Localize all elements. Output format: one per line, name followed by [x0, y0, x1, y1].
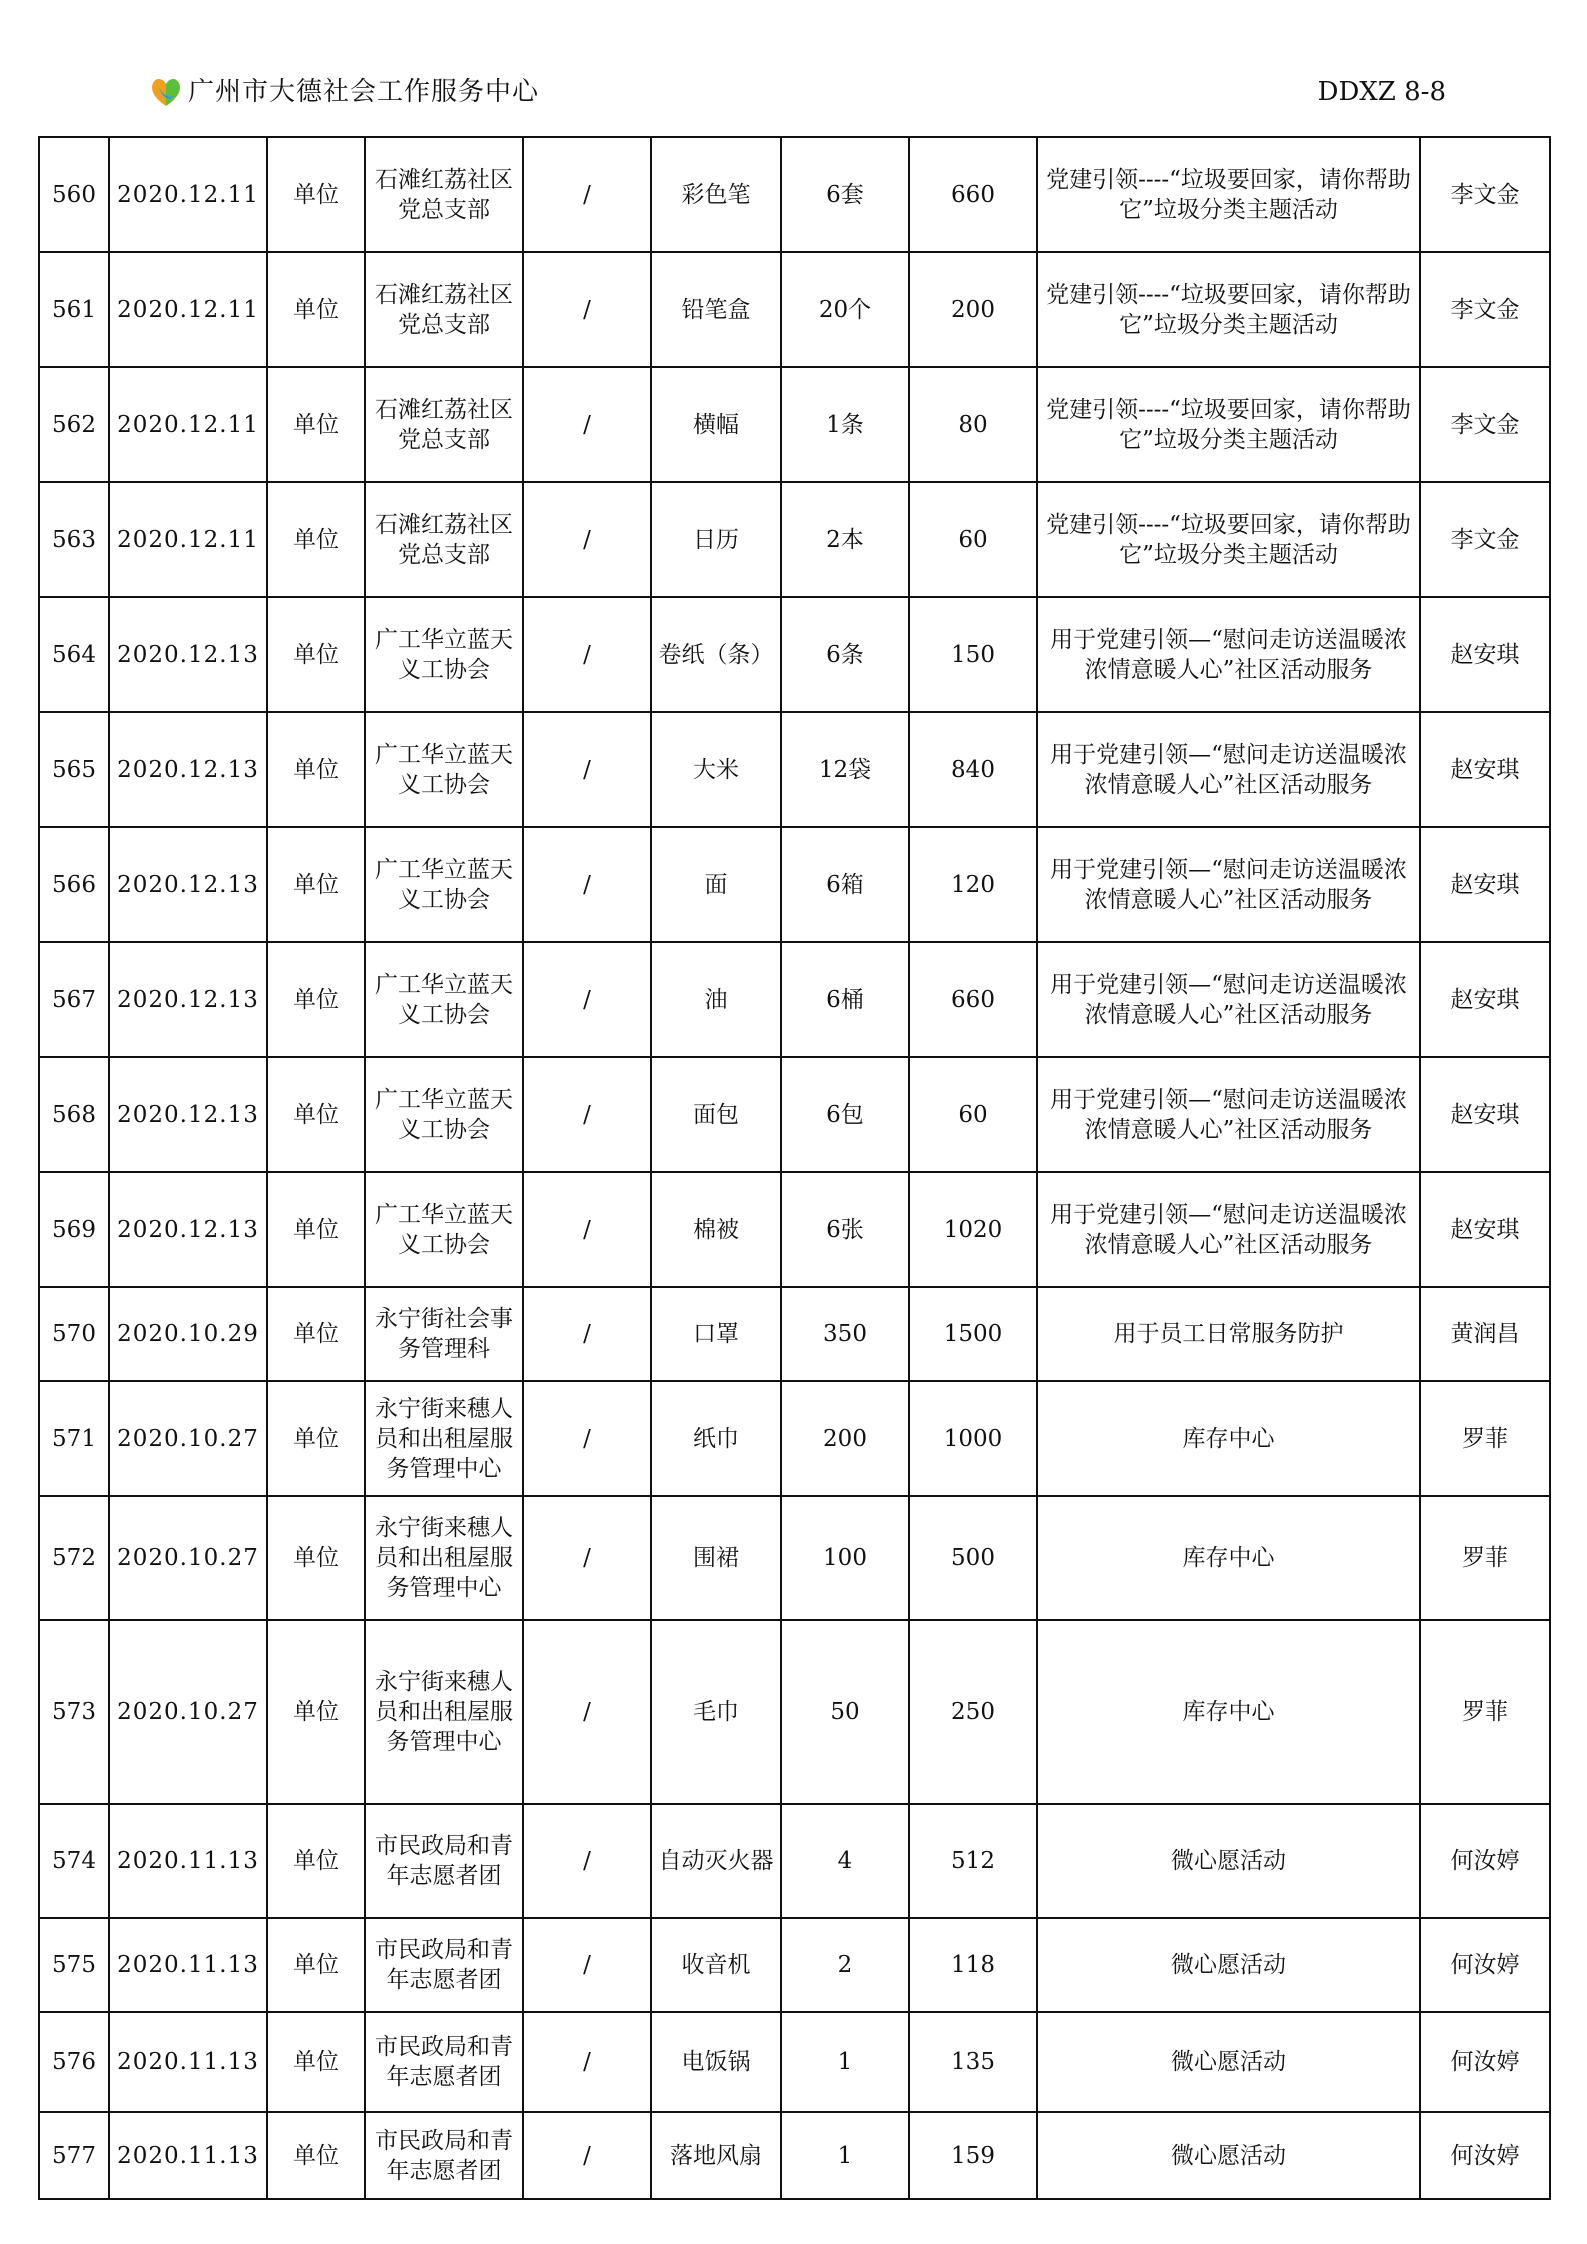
- handler-name: 何汝婷: [1420, 2112, 1550, 2199]
- row-number: 563: [39, 482, 109, 597]
- item-quantity: 1: [781, 2012, 909, 2112]
- blank-mark: /: [523, 597, 651, 712]
- row-number: 564: [39, 597, 109, 712]
- item-purpose: 微心愿活动: [1037, 1918, 1420, 2012]
- handler-name: 何汝婷: [1420, 1918, 1550, 2012]
- item-purpose: 用于党建引领—“慰问走访送温暖浓浓情意暖人心”社区活动服务: [1037, 597, 1420, 712]
- row-number: 575: [39, 1918, 109, 2012]
- handler-name: 李文金: [1420, 137, 1550, 252]
- donation-date: 2020.12.13: [109, 1172, 267, 1287]
- table-row: [39, 2012, 1550, 2112]
- item-amount: 150: [909, 597, 1037, 712]
- table-row: [39, 367, 1550, 482]
- donor-name: 石滩红荔社区党总支部: [365, 137, 523, 252]
- item-name: 棉被: [651, 1172, 781, 1287]
- table-row: [39, 1287, 1550, 1381]
- blank-mark: /: [523, 1172, 651, 1287]
- donation-date: 2020.12.13: [109, 1057, 267, 1172]
- donor-name: 石滩红荔社区党总支部: [365, 367, 523, 482]
- item-purpose: 用于党建引领—“慰问走访送温暖浓浓情意暖人心”社区活动服务: [1037, 1057, 1420, 1172]
- blank-mark: /: [523, 1287, 651, 1381]
- row-number: 572: [39, 1496, 109, 1620]
- item-name: 油: [651, 942, 781, 1057]
- item-name: 纸巾: [651, 1381, 781, 1496]
- row-number: 576: [39, 2012, 109, 2112]
- donor-type: 单位: [267, 2012, 365, 2112]
- item-amount: 500: [909, 1496, 1037, 1620]
- document-code: DDXZ 8-8: [1317, 77, 1446, 107]
- donor-type: 单位: [267, 942, 365, 1057]
- row-number: 562: [39, 367, 109, 482]
- blank-mark: /: [523, 1804, 651, 1918]
- table-row: [39, 827, 1550, 942]
- item-quantity: 1条: [781, 367, 909, 482]
- handler-name: 何汝婷: [1420, 2012, 1550, 2112]
- donor-type: 单位: [267, 1381, 365, 1496]
- table-row: [39, 482, 1550, 597]
- handler-name: 罗菲: [1420, 1496, 1550, 1620]
- item-quantity: 20个: [781, 252, 909, 367]
- table-row: [39, 1172, 1550, 1287]
- donor-name: 市民政局和青年志愿者团: [365, 1918, 523, 2012]
- item-quantity: 200: [781, 1381, 909, 1496]
- item-quantity: 6包: [781, 1057, 909, 1172]
- item-amount: 80: [909, 367, 1037, 482]
- donation-date: 2020.12.11: [109, 367, 267, 482]
- row-number: 569: [39, 1172, 109, 1287]
- item-quantity: 6桶: [781, 942, 909, 1057]
- row-number: 571: [39, 1381, 109, 1496]
- handler-name: 赵安琪: [1420, 1172, 1550, 1287]
- donation-date: 2020.11.13: [109, 2112, 267, 2199]
- donor-name: 永宁街来穗人员和出租屋服务管理中心: [365, 1496, 523, 1620]
- donor-type: 单位: [267, 1287, 365, 1381]
- donor-type: 单位: [267, 482, 365, 597]
- donor-type: 单位: [267, 1804, 365, 1918]
- donor-type: 单位: [267, 1057, 365, 1172]
- item-quantity: 6张: [781, 1172, 909, 1287]
- item-amount: 250: [909, 1620, 1037, 1804]
- blank-mark: /: [523, 1057, 651, 1172]
- table-row: [39, 1381, 1550, 1496]
- donor-name: 石滩红荔社区党总支部: [365, 482, 523, 597]
- table-row: [39, 712, 1550, 827]
- heart-leaf-logo-icon: [148, 74, 184, 110]
- item-name: 口罩: [651, 1287, 781, 1381]
- item-purpose: 用于党建引领—“慰问走访送温暖浓浓情意暖人心”社区活动服务: [1037, 1172, 1420, 1287]
- donation-date: 2020.11.13: [109, 1918, 267, 2012]
- item-name: 卷纸（条）: [651, 597, 781, 712]
- table-row: [39, 2112, 1550, 2199]
- blank-mark: /: [523, 137, 651, 252]
- blank-mark: /: [523, 2012, 651, 2112]
- handler-name: 罗菲: [1420, 1620, 1550, 1804]
- table-row: [39, 1496, 1550, 1620]
- row-number: 573: [39, 1620, 109, 1804]
- item-amount: 840: [909, 712, 1037, 827]
- donation-date: 2020.12.11: [109, 252, 267, 367]
- item-name: 横幅: [651, 367, 781, 482]
- donor-type: 单位: [267, 712, 365, 827]
- item-quantity: 50: [781, 1620, 909, 1804]
- row-number: 574: [39, 1804, 109, 1918]
- item-purpose: 党建引领----“垃圾要回家，请你帮助它”垃圾分类主题活动: [1037, 482, 1420, 597]
- donor-name: 广工华立蓝天义工协会: [365, 712, 523, 827]
- table-row: [39, 942, 1550, 1057]
- item-quantity: 6箱: [781, 827, 909, 942]
- blank-mark: /: [523, 1381, 651, 1496]
- handler-name: 李文金: [1420, 367, 1550, 482]
- item-name: 彩色笔: [651, 137, 781, 252]
- item-quantity: 6条: [781, 597, 909, 712]
- blank-mark: /: [523, 252, 651, 367]
- donor-name: 广工华立蓝天义工协会: [365, 1057, 523, 1172]
- donor-name: 永宁街来穗人员和出租屋服务管理中心: [365, 1381, 523, 1496]
- blank-mark: /: [523, 2112, 651, 2199]
- row-number: 577: [39, 2112, 109, 2199]
- donation-date: 2020.10.29: [109, 1287, 267, 1381]
- donor-name: 广工华立蓝天义工协会: [365, 597, 523, 712]
- blank-mark: /: [523, 482, 651, 597]
- item-quantity: 2本: [781, 482, 909, 597]
- handler-name: 罗菲: [1420, 1381, 1550, 1496]
- donor-type: 单位: [267, 2112, 365, 2199]
- item-name: 收音机: [651, 1918, 781, 2012]
- item-purpose: 库存中心: [1037, 1496, 1420, 1620]
- table-row: [39, 1918, 1550, 2012]
- item-quantity: 100: [781, 1496, 909, 1620]
- donor-name: 广工华立蓝天义工协会: [365, 942, 523, 1057]
- item-amount: 159: [909, 2112, 1037, 2199]
- donor-name: 广工华立蓝天义工协会: [365, 1172, 523, 1287]
- donation-date: 2020.11.13: [109, 2012, 267, 2112]
- donor-type: 单位: [267, 252, 365, 367]
- table-row: [39, 137, 1550, 252]
- item-purpose: 微心愿活动: [1037, 1804, 1420, 1918]
- donation-date: 2020.10.27: [109, 1381, 267, 1496]
- item-purpose: 库存中心: [1037, 1620, 1420, 1804]
- table-row: [39, 1620, 1550, 1804]
- item-purpose: 党建引领----“垃圾要回家，请你帮助它”垃圾分类主题活动: [1037, 252, 1420, 367]
- item-quantity: 350: [781, 1287, 909, 1381]
- item-name: 面包: [651, 1057, 781, 1172]
- item-quantity: 2: [781, 1918, 909, 2012]
- donor-type: 单位: [267, 827, 365, 942]
- item-amount: 118: [909, 1918, 1037, 2012]
- item-quantity: 4: [781, 1804, 909, 1918]
- blank-mark: /: [523, 827, 651, 942]
- page-header: [148, 72, 1446, 112]
- item-name: 自动灭火器: [651, 1804, 781, 1918]
- donor-name: 永宁街来穗人员和出租屋服务管理中心: [365, 1620, 523, 1804]
- donor-type: 单位: [267, 1918, 365, 2012]
- item-purpose: 用于员工日常服务防护: [1037, 1287, 1420, 1381]
- donor-type: 单位: [267, 1496, 365, 1620]
- item-quantity: 6套: [781, 137, 909, 252]
- item-name: 铅笔盒: [651, 252, 781, 367]
- row-number: 567: [39, 942, 109, 1057]
- donation-date: 2020.11.13: [109, 1804, 267, 1918]
- blank-mark: /: [523, 367, 651, 482]
- blank-mark: /: [523, 1918, 651, 2012]
- item-amount: 1000: [909, 1381, 1037, 1496]
- item-amount: 660: [909, 942, 1037, 1057]
- handler-name: 何汝婷: [1420, 1804, 1550, 1918]
- item-amount: 60: [909, 1057, 1037, 1172]
- row-number: 561: [39, 252, 109, 367]
- table-row: [39, 1804, 1550, 1918]
- item-amount: 660: [909, 137, 1037, 252]
- donation-date: 2020.12.13: [109, 827, 267, 942]
- donor-type: 单位: [267, 137, 365, 252]
- donor-name: 市民政局和青年志愿者团: [365, 2012, 523, 2112]
- item-purpose: 用于党建引领—“慰问走访送温暖浓浓情意暖人心”社区活动服务: [1037, 712, 1420, 827]
- item-amount: 120: [909, 827, 1037, 942]
- item-amount: 135: [909, 2012, 1037, 2112]
- donation-date: 2020.12.13: [109, 942, 267, 1057]
- handler-name: 黄润昌: [1420, 1287, 1550, 1381]
- blank-mark: /: [523, 712, 651, 827]
- item-purpose: 库存中心: [1037, 1381, 1420, 1496]
- donation-date: 2020.12.13: [109, 597, 267, 712]
- donor-type: 单位: [267, 1172, 365, 1287]
- handler-name: 赵安琪: [1420, 827, 1550, 942]
- handler-name: 赵安琪: [1420, 597, 1550, 712]
- item-purpose: 党建引领----“垃圾要回家，请你帮助它”垃圾分类主题活动: [1037, 367, 1420, 482]
- item-quantity: 12袋: [781, 712, 909, 827]
- donor-name: 石滩红荔社区党总支部: [365, 252, 523, 367]
- item-name: 日历: [651, 482, 781, 597]
- donation-date: 2020.10.27: [109, 1496, 267, 1620]
- item-name: 面: [651, 827, 781, 942]
- item-amount: 1500: [909, 1287, 1037, 1381]
- item-name: 大米: [651, 712, 781, 827]
- donation-date: 2020.12.11: [109, 137, 267, 252]
- handler-name: 赵安琪: [1420, 1057, 1550, 1172]
- item-name: 落地风扇: [651, 2112, 781, 2199]
- donor-name: 永宁街社会事务管理科: [365, 1287, 523, 1381]
- donation-ledger-table: [38, 136, 1551, 2200]
- item-purpose: 微心愿活动: [1037, 2112, 1420, 2199]
- table-row: [39, 252, 1550, 367]
- blank-mark: /: [523, 1496, 651, 1620]
- blank-mark: /: [523, 942, 651, 1057]
- item-amount: 200: [909, 252, 1037, 367]
- item-amount: 512: [909, 1804, 1037, 1918]
- donation-date: 2020.12.13: [109, 712, 267, 827]
- item-name: 毛巾: [651, 1620, 781, 1804]
- handler-name: 李文金: [1420, 252, 1550, 367]
- handler-name: 赵安琪: [1420, 712, 1550, 827]
- logo-orange-leaf: [152, 79, 166, 106]
- donation-date: 2020.12.11: [109, 482, 267, 597]
- row-number: 566: [39, 827, 109, 942]
- donor-name: 广工华立蓝天义工协会: [365, 827, 523, 942]
- donor-type: 单位: [267, 367, 365, 482]
- item-purpose: 微心愿活动: [1037, 2012, 1420, 2112]
- item-amount: 1020: [909, 1172, 1037, 1287]
- item-name: 围裙: [651, 1496, 781, 1620]
- row-number: 560: [39, 137, 109, 252]
- blank-mark: /: [523, 1620, 651, 1804]
- handler-name: 赵安琪: [1420, 942, 1550, 1057]
- donor-type: 单位: [267, 597, 365, 712]
- item-purpose: 用于党建引领—“慰问走访送温暖浓浓情意暖人心”社区活动服务: [1037, 942, 1420, 1057]
- row-number: 570: [39, 1287, 109, 1381]
- table-row: [39, 597, 1550, 712]
- donor-name: 市民政局和青年志愿者团: [365, 2112, 523, 2199]
- donation-date: 2020.10.27: [109, 1620, 267, 1804]
- organization-name: 广州市大德社会工作服务中心: [188, 77, 540, 107]
- item-purpose: 用于党建引领—“慰问走访送温暖浓浓情意暖人心”社区活动服务: [1037, 827, 1420, 942]
- item-name: 电饭锅: [651, 2012, 781, 2112]
- row-number: 568: [39, 1057, 109, 1172]
- donor-type: 单位: [267, 1620, 365, 1804]
- item-amount: 60: [909, 482, 1037, 597]
- table-row: [39, 1057, 1550, 1172]
- row-number: 565: [39, 712, 109, 827]
- handler-name: 李文金: [1420, 482, 1550, 597]
- item-purpose: 党建引领----“垃圾要回家，请你帮助它”垃圾分类主题活动: [1037, 137, 1420, 252]
- donor-name: 市民政局和青年志愿者团: [365, 1804, 523, 1918]
- logo-green-leaf: [166, 79, 180, 106]
- item-quantity: 1: [781, 2112, 909, 2199]
